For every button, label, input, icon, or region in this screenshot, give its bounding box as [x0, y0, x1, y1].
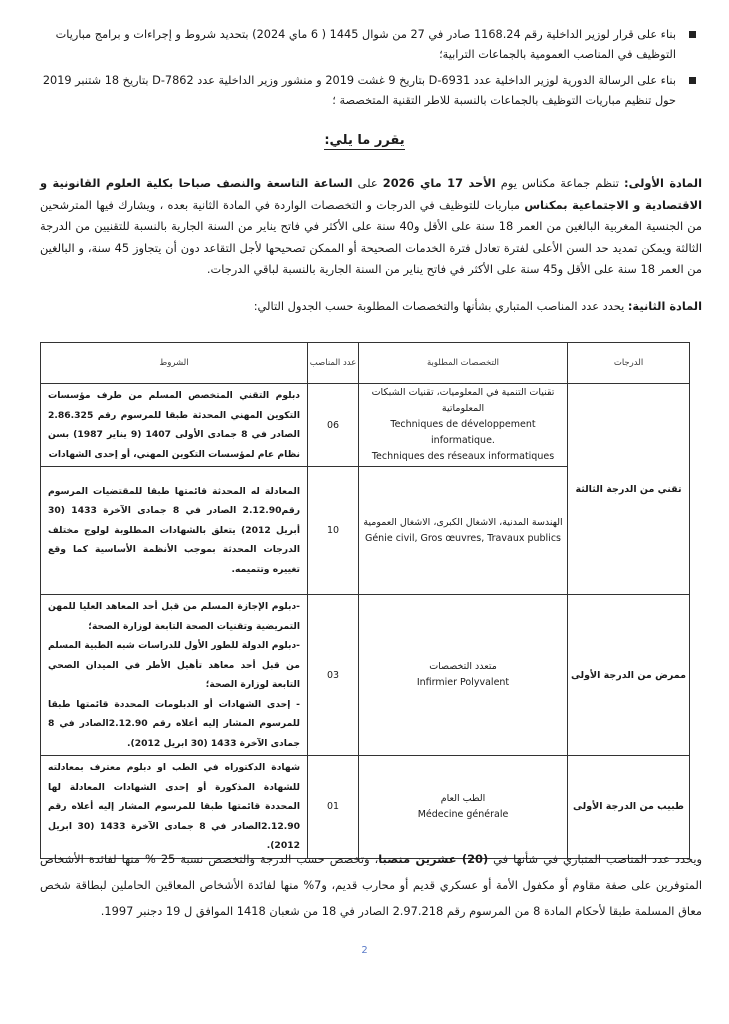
grade-cell: طبيب من الدرجة الأولى — [568, 756, 690, 859]
table-header-row — [41, 343, 690, 384]
square-bullet-icon — [689, 77, 696, 84]
conditions-cell: شهادة الدكتوراه في الطب او دبلوم معترف بمعادلته للشهادة المذكورة أو إحدى الشهادات المعادلة لها المحددة قائمتها طبقا للمرسوم المشار إليه أعلاه رقم 2.12.90الصادر في 8 جمادى الآخرة 1433 (30 ابريل 2012). — [41, 756, 308, 859]
article-two: المادة الثانية: يحدد عدد المناصب المتباري بشأنها والتخصصات المطلوبة حسب الجدول التالي: — [253, 299, 702, 313]
exam-date: الأحد 17 ماي 2026 — [382, 176, 496, 190]
positions-table — [40, 342, 690, 859]
count-cell: 03 — [308, 595, 359, 756]
preamble-item — [40, 71, 698, 111]
preamble-item — [40, 25, 698, 65]
grade-cell: تقني من الدرجة الثالثة — [568, 384, 690, 595]
article-one-label: المادة الأولى: — [624, 176, 702, 190]
square-bullet-icon — [689, 31, 696, 38]
col-specialties-header: التخصصات المطلوبة — [359, 343, 568, 384]
col-grade-header: الدرجات — [568, 343, 690, 384]
allocation-paragraph: ويحدد عدد المناصب المتباري في شأنها في (20) عشرين منصبا، وتخصص حسب الدرجة والتخصص نسبة 25 % منها لفائدة الأشخاص المتوفرين على صفة مقاوم أو مكفول الأمة أو عسكري قديم أو محارب قديم، و7% منها لفائدة الأشخاص المعاقين الحاملين لبطاقة شخص معاق المسلمة طبقا لأحكام المادة 8 من المرسوم رقم 2.97.218 الصادر في 18 من شعبان 1418 الموافق ل 19 دجنبر 1997. — [40, 852, 703, 918]
table-row — [41, 756, 690, 859]
specialty-cell: الهندسة المدنية، الاشغال الكبرى، الاشغال العمومية Génie civil, Gros œuvres, Travaux publics — [359, 467, 568, 595]
count-cell: 01 — [308, 756, 359, 859]
count-cell: 10 — [308, 467, 359, 595]
specialty-cell: متعدد التخصصات Infirmier Polyvalent — [359, 595, 568, 756]
conditions-cell: دبلوم التقني المتخصص المسلم من طرف مؤسسات التكوين المهني المحدثة طبقا للمرسوم رقم 2.86.325 الصادر في 8 جمادى الأولى 1407 (9 يناير 1987) بسن نظام عام لمؤسسات التكوين المهني، أو إحدى الشهادات — [41, 384, 308, 467]
page-number: 2 — [361, 945, 368, 956]
article-two-label: المادة الثانية: — [627, 299, 702, 313]
exam-time-place: الساعة التاسعة والنصف صباحا بكلية العلوم القانونية و الاقتصادية و الاجتماعية بمكناس — [40, 176, 702, 212]
col-conditions-header: الشروط — [41, 343, 308, 384]
count-cell: 06 — [308, 384, 359, 467]
decision-heading: يقرر ما يلي: — [324, 133, 405, 148]
preamble-text: بناء على الرسالة الدورية لوزير الداخلية عدد D-6931 بتاريخ 9 غشت 2019 و منشور وزير الداخلية عدد D-7862 بتاريخ 18 شتنبر 2019 حول تنظيم مباريات التوظيف بالجماعات بالنسبة للاطر التقنية المتخصصة ؛ — [42, 74, 676, 107]
specialty-cell: تقنيات التنمية في المعلوميات، تقنيات الشبكات المعلوماتية Techniques de développement informatique. Techniques des réseaux informatiques — [359, 384, 568, 467]
table-row — [41, 595, 690, 756]
col-count-header: عدد المناصب — [308, 343, 359, 384]
grade-cell: ممرض من الدرجة الأولى — [568, 595, 690, 756]
specialty-cell: الطب العام Médecine générale — [359, 756, 568, 859]
conditions-cell: -دبلوم الإجازة المسلم من قبل أحد المعاهد العليا للمهن التمريضية وتقنيات الصحة التابعة لوزارة الصحة؛ -دبلوم الدولة للطور الأول للدراسات شبه الطبية المسلم من قبل أحد معاهد تأهيل الأطر في الميدان الصحي التابعة لوزارة الصحة؛ - إحدى الشهادات أو الدبلومات المحددة قائمتها طبقا للمرسوم المشار إليه أعلاه رقم 2.12.90الصادر في 8 جمادى الآخرة 1433 (30 ابريل 2012). — [41, 595, 308, 756]
total-positions: (20) عشرين منصبا — [378, 852, 489, 866]
article-one: المادة الأولى: تنظم جماعة مكناس يوم الأحد 17 ماي 2026 على الساعة التاسعة والنصف صباحا بكلية العلوم القانونية و الاقتصادية و الاجتماعية بمكناس مباريات للتوظيف في الدرجات و التخصصات الواردة في المادة الثانية بعده ، ويشارك فيها المترشحين من الجنسية المغربية البالغين من العمر 18 سنة على الأقل و40 سنة على الأكثر في فاتح يناير من السنة الجارية بالنسبة للتقنيين من الدرجة الثالثة ويمكن تمديد حد السن الأعلى لفترة تعادل فترة الخدمات الصحيحة أو الممكن تصحيحها لأجل التقاعد دون أن يتجاوز 45 سنة، و البالغين من العمر 18 سنة على الأقل و45 سنة على الأكثر في فاتح يناير من السنة الجارية بالنسبة لباقي الدرجات. — [40, 176, 703, 276]
preamble-list — [40, 25, 698, 111]
conditions-cell: المعادلة له المحدثة قائمتها طبقا للمقتضيات المرسوم رقم2.12.90 الصادر في 8 جمادى الآخرة 1433 (30 أبريل 2012) يتعلق بالشهادات المطلوبة لولوج مختلف الدرجات المحدثة بموجب الأنظمة الأساسية كما وقع تغييره وتتميمه. — [41, 467, 308, 595]
preamble-text: بناء على قرار لوزير الداخلية رقم 1168.24 صادر في 27 من شوال 1445 ( 6 ماي 2024) بتحديد شروط و إجراءات و برامج مباريات التوظيف في المناصب العمومية بالجماعات الترابية؛ — [55, 28, 676, 61]
table-row — [41, 384, 690, 467]
